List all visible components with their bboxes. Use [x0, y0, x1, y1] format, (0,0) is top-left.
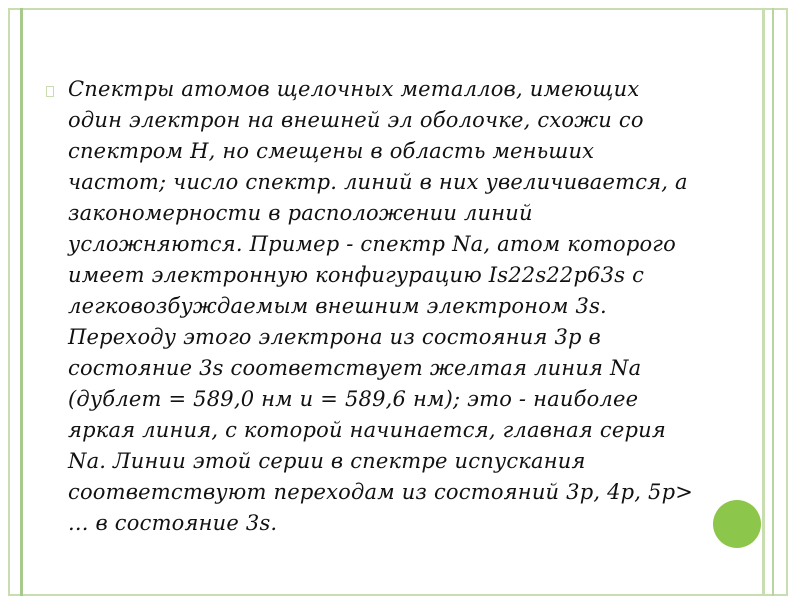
- text-line: яркая линия, с которой начинается, главная серия: [68, 418, 666, 442]
- text-line: один электрон на внешней эл оболочке, схожи со: [68, 108, 644, 132]
- text-line: спектром Н, но смещены в область меньших: [68, 139, 595, 163]
- text-line: (дублет = 589,0 нм и = 589,6 нм); это - наиболее: [68, 387, 639, 411]
- text-line: состояние 3s соответствует желтая линия Na: [68, 356, 642, 380]
- text-line: имеет электронную конфигурацию Is22s22p63s с: [68, 263, 645, 287]
- text-line: Спектры атомов щелочных металлов, имеющих: [68, 77, 640, 101]
- right-accent-line-2: [772, 8, 774, 596]
- text-line: Переходу этого электрона из состояния 3p в: [68, 325, 601, 349]
- slide-body-text: [68, 74, 708, 539]
- text-line: усложняются. Пример - спектр Na, атом которого: [68, 232, 676, 256]
- square-bullet-icon: [46, 86, 54, 97]
- decorative-green-circle: [713, 500, 761, 548]
- left-accent-line: [20, 8, 23, 596]
- text-line: соответствуют переходам из состояний 3p, 4p, 5p>: [68, 480, 694, 504]
- text-line: частот; число спектр. линий в них увеличивается, а: [68, 170, 688, 194]
- text-line: закономерности в расположении линий: [68, 201, 533, 225]
- text-line: ... в состояние 3s.: [68, 511, 278, 535]
- text-line: Na. Линии этой серии в спектре испускания: [68, 449, 586, 473]
- right-accent-line-1: [762, 8, 765, 596]
- text-line: легковозбуждаемым внешним электроном 3s.: [68, 294, 607, 318]
